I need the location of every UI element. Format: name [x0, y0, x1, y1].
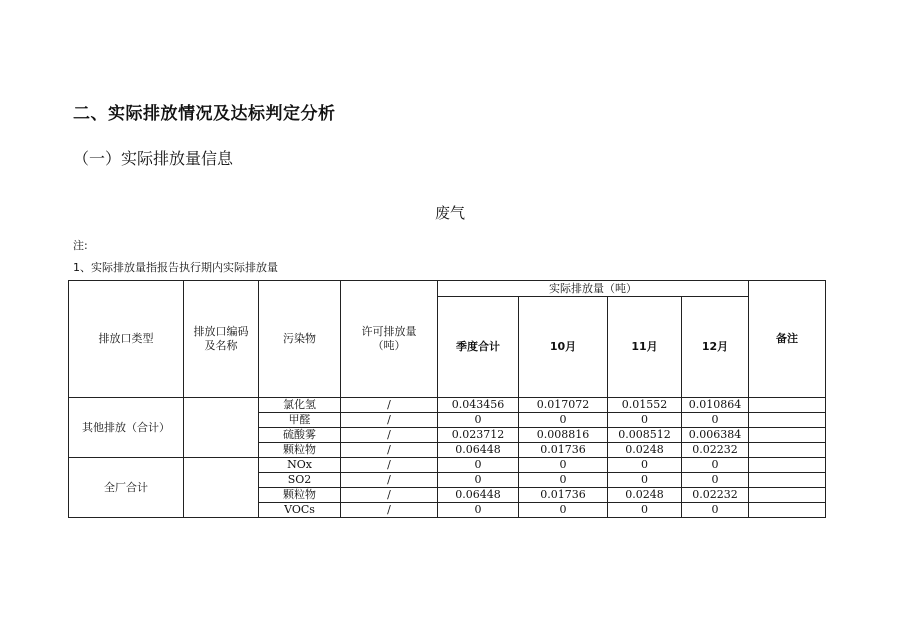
- remark-cell: [749, 428, 826, 443]
- m12-cell: 0.010864: [682, 398, 749, 413]
- quarter-cell: 0: [438, 473, 519, 488]
- header-permit-line2: （吨）: [372, 339, 406, 352]
- remark-cell: [749, 458, 826, 473]
- header-pollutant: 污染物: [259, 281, 341, 398]
- m11-cell: 0.01552: [608, 398, 682, 413]
- remark-cell: [749, 503, 826, 518]
- quarter-cell: 0.043456: [438, 398, 519, 413]
- table-row: [69, 458, 826, 473]
- header-permit-line1: 许可排放量: [361, 325, 417, 338]
- permit-cell: /: [341, 473, 438, 488]
- permit-cell: /: [341, 443, 438, 458]
- header-quarter-total: 季度合计: [438, 297, 519, 398]
- m11-cell: 0: [608, 413, 682, 428]
- m12-cell: 0.02232: [682, 488, 749, 503]
- subsection-heading: （一）实际排放量信息: [73, 149, 234, 168]
- m12-cell: 0: [682, 503, 749, 518]
- outlet-code-cell: [184, 398, 259, 458]
- pollutant-cell: SO2: [259, 473, 341, 488]
- m11-cell: 0: [608, 458, 682, 473]
- m11-cell: 0: [608, 503, 682, 518]
- remark-cell: [749, 473, 826, 488]
- m12-cell: 0: [682, 473, 749, 488]
- m10-cell: 0: [519, 503, 608, 518]
- quarter-cell: 0: [438, 503, 519, 518]
- header-m10: 10月: [519, 297, 608, 398]
- pollutant-cell: 硫酸雾: [259, 428, 341, 443]
- emissions-table: [68, 280, 826, 518]
- header-actual-group: 实际排放量（吨）: [438, 281, 749, 297]
- m12-cell: 0: [682, 458, 749, 473]
- remark-cell: [749, 443, 826, 458]
- header-permit: [341, 281, 438, 398]
- group-name-total: 全厂合计: [69, 458, 184, 518]
- quarter-cell: 0: [438, 458, 519, 473]
- header-row-1: [69, 281, 826, 297]
- m10-cell: 0.01736: [519, 443, 608, 458]
- pollutant-cell: 甲醛: [259, 413, 341, 428]
- m10-cell: 0: [519, 473, 608, 488]
- m10-cell: 0.008816: [519, 428, 608, 443]
- header-outlet-type: 排放口类型: [69, 281, 184, 398]
- quarter-cell: 0.06448: [438, 443, 519, 458]
- remark-cell: [749, 488, 826, 503]
- permit-cell: /: [341, 413, 438, 428]
- m12-cell: 0.006384: [682, 428, 749, 443]
- pollutant-cell: 颗粒物: [259, 443, 341, 458]
- m11-cell: 0.008512: [608, 428, 682, 443]
- header-outlet-code: [184, 281, 259, 398]
- m10-cell: 0: [519, 458, 608, 473]
- note-label: 注:: [73, 239, 88, 252]
- group-name-other: 其他排放（合计）: [69, 398, 184, 458]
- remark-cell: [749, 413, 826, 428]
- pollutant-cell: 氯化氢: [259, 398, 341, 413]
- section-heading: 二、实际排放情况及达标判定分析: [73, 104, 336, 124]
- header-remark: 备注: [749, 281, 826, 398]
- note-item-1: 1、实际排放量指报告执行期内实际排放量: [73, 261, 278, 274]
- outlet-code-cell: [184, 458, 259, 518]
- header-outlet-code-line2: 及名称: [204, 339, 238, 352]
- quarter-cell: 0.023712: [438, 428, 519, 443]
- pollutant-cell: NOx: [259, 458, 341, 473]
- permit-cell: /: [341, 503, 438, 518]
- header-m11: 11月: [608, 297, 682, 398]
- permit-cell: /: [341, 428, 438, 443]
- quarter-cell: 0: [438, 413, 519, 428]
- m11-cell: 0.0248: [608, 443, 682, 458]
- remark-cell: [749, 398, 826, 413]
- m10-cell: 0.017072: [519, 398, 608, 413]
- quarter-cell: 0.06448: [438, 488, 519, 503]
- m12-cell: 0: [682, 413, 749, 428]
- m10-cell: 0.01736: [519, 488, 608, 503]
- permit-cell: /: [341, 398, 438, 413]
- m11-cell: 0: [608, 473, 682, 488]
- table-title: 废气: [434, 204, 465, 222]
- header-outlet-code-line1: 排放口编码: [193, 325, 249, 338]
- pollutant-cell: 颗粒物: [259, 488, 341, 503]
- table-row: [69, 398, 826, 413]
- m12-cell: 0.02232: [682, 443, 749, 458]
- m10-cell: 0: [519, 413, 608, 428]
- m11-cell: 0.0248: [608, 488, 682, 503]
- permit-cell: /: [341, 458, 438, 473]
- permit-cell: /: [341, 488, 438, 503]
- header-m12: 12月: [682, 297, 749, 398]
- pollutant-cell: VOCs: [259, 503, 341, 518]
